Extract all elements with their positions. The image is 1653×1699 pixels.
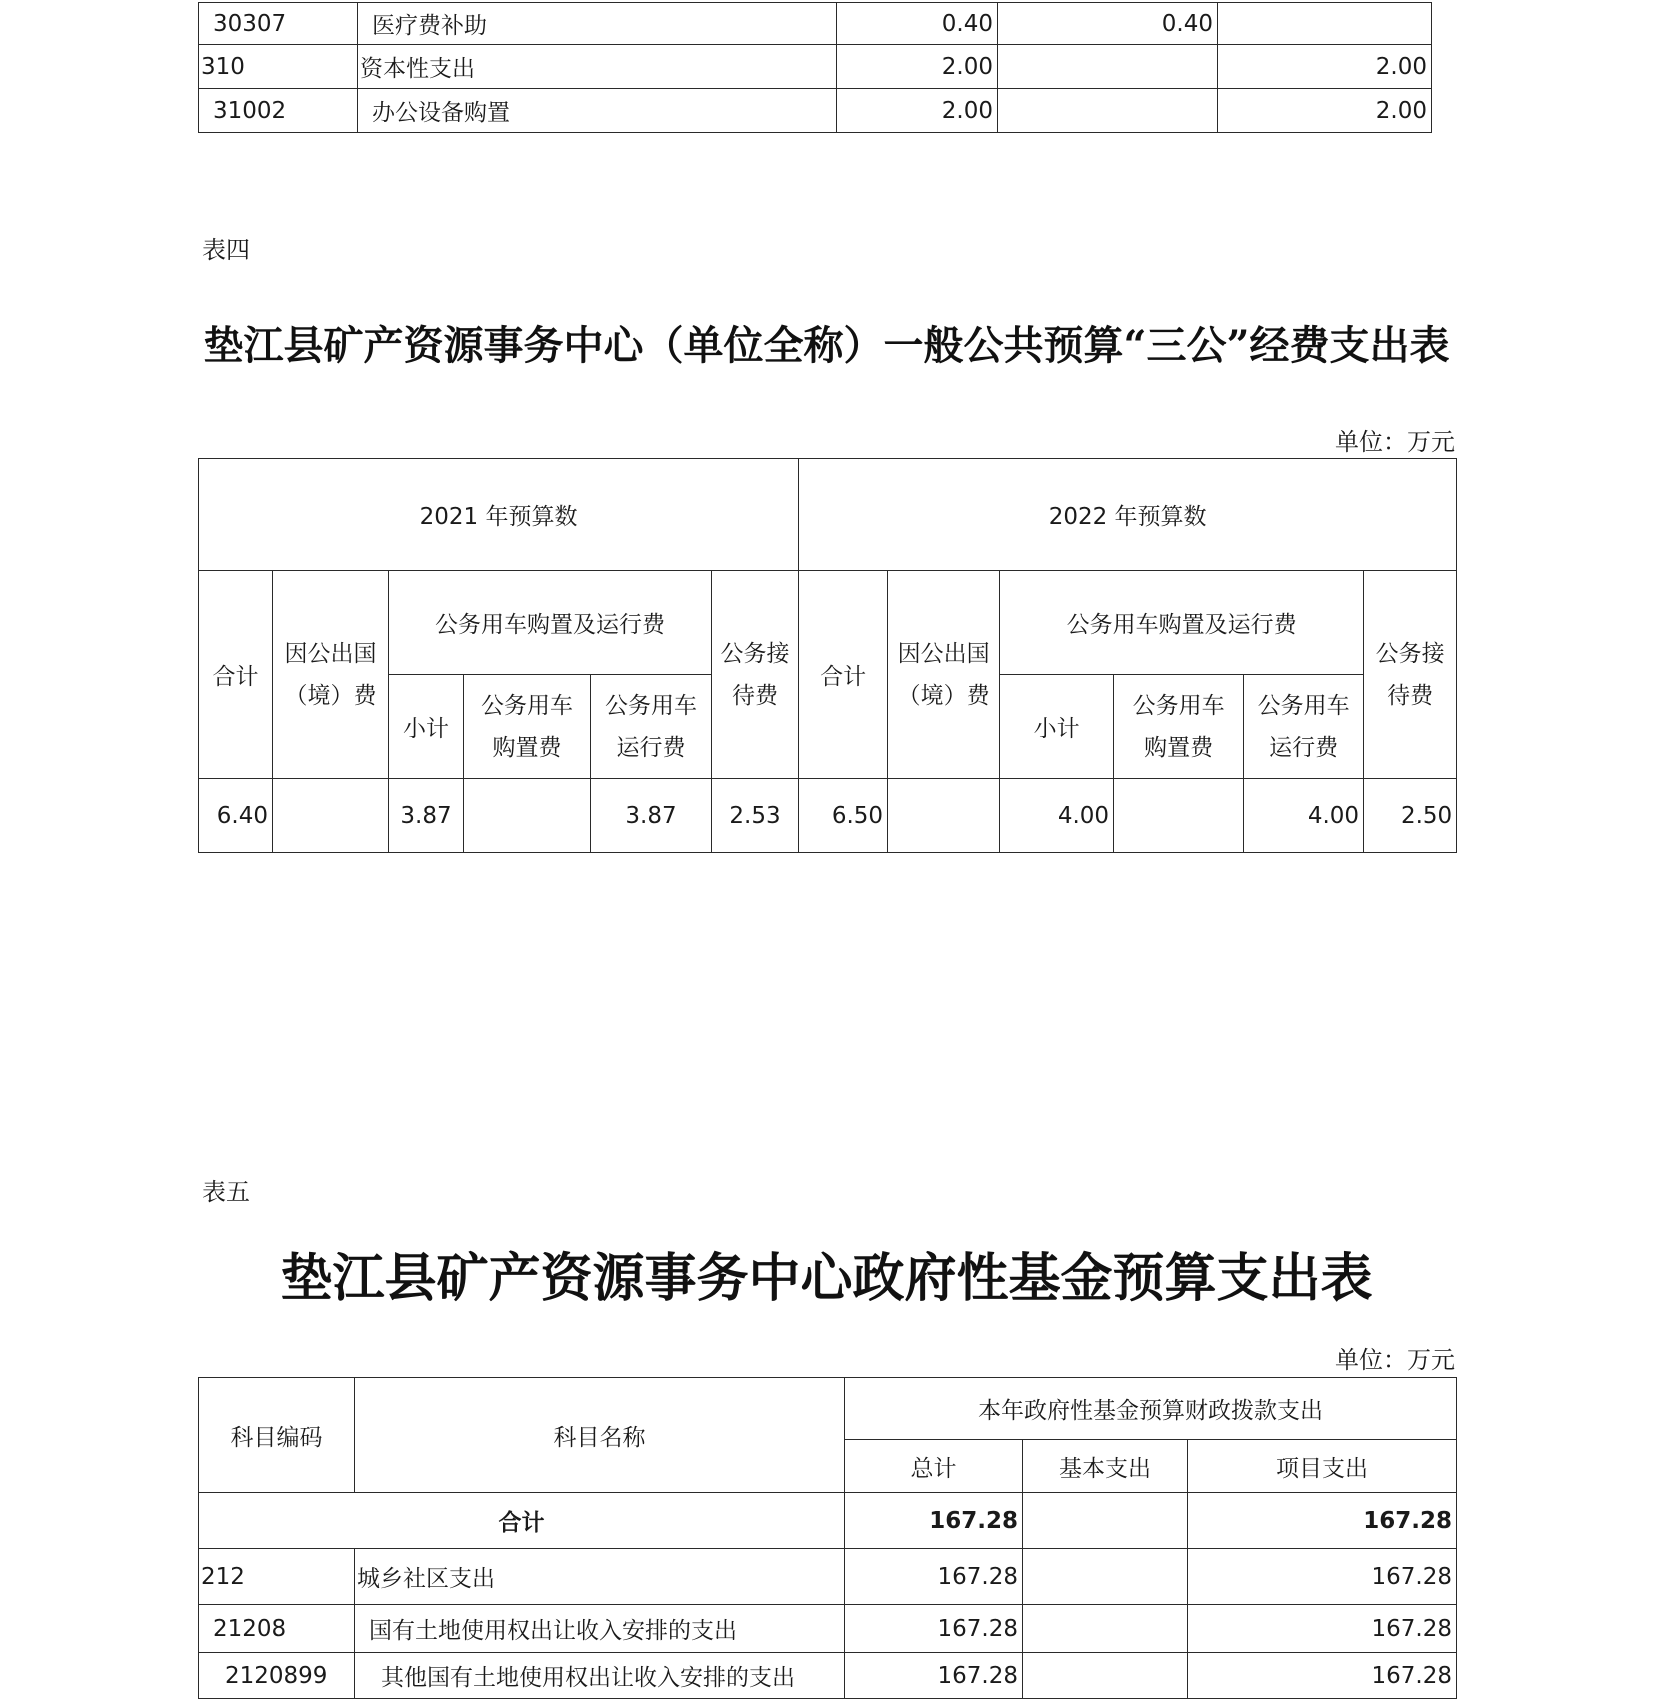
basic-value [1023, 1653, 1188, 1699]
reception-header-line2: 待费 [1387, 682, 1434, 709]
table-row [199, 1605, 1457, 1653]
basic-value [1023, 1605, 1188, 1653]
reception-header [712, 571, 799, 779]
name-header: 科目名称 [355, 1378, 845, 1493]
project-value: 2.00 [1218, 45, 1432, 89]
abroad-header-line1: 因公出国 [897, 640, 990, 667]
top-budget-table [198, 2, 1432, 133]
car-buy-header-line1: 公务用车 [481, 692, 573, 719]
sum-project: 167.28 [1188, 1493, 1457, 1549]
subject-name: 其他国有土地使用权出让收入安排的支出 [355, 1653, 845, 1699]
reception-header [1364, 571, 1457, 779]
table-row [199, 1378, 1457, 1440]
table-row [199, 1493, 1457, 1549]
three-public-expenses-table [198, 458, 1457, 853]
table4-unit: 单位：万元 [1335, 428, 1455, 456]
year-2022-header: 2022 年预算数 [799, 459, 1457, 571]
subject-code: 30307 [199, 3, 358, 45]
reception-header-line2: 待费 [732, 682, 779, 709]
car-run-header-line2: 运行费 [1269, 734, 1339, 761]
value-2021-subtotal: 3.87 [389, 779, 464, 853]
project-value: 167.28 [1188, 1605, 1457, 1653]
value-2021-car-run: 3.87 [591, 779, 712, 853]
table-row [199, 3, 1432, 45]
car-buy-header [464, 675, 591, 779]
table-row [199, 779, 1457, 853]
project-value: 167.28 [1188, 1653, 1457, 1699]
year-2021-header: 2021 年预算数 [199, 459, 799, 571]
table5-label: 表五 [202, 1178, 250, 1206]
subject-code: 31002 [199, 89, 358, 133]
fund-group-header: 本年政府性基金预算财政拨款支出 [845, 1378, 1457, 1440]
value-2022-abroad [888, 779, 1000, 853]
car-buy-header-line1: 公务用车 [1132, 692, 1225, 719]
car-buy-header [1114, 675, 1244, 779]
sum-total: 167.28 [845, 1493, 1023, 1549]
car-run-header-line2: 运行费 [616, 734, 686, 761]
value-2022-subtotal: 4.00 [1000, 779, 1114, 853]
table-row [199, 45, 1432, 89]
subtotal-header: 小计 [389, 675, 464, 779]
total-value: 167.28 [845, 1605, 1023, 1653]
total-value: 167.28 [845, 1549, 1023, 1605]
car-run-header [591, 675, 712, 779]
value-2021-reception: 2.53 [712, 779, 799, 853]
car-buy-header-line2: 购置费 [492, 734, 562, 761]
table5-title: 垫江县矿产资源事务中心政府性基金预算支出表 [280, 1248, 1373, 1309]
value-2021-total: 6.40 [199, 779, 273, 853]
table4-label: 表四 [202, 236, 250, 264]
table-row [199, 1653, 1457, 1699]
value-2022-car-buy [1114, 779, 1244, 853]
car-buy-header-line2: 购置费 [1144, 734, 1214, 761]
car-run-header-line1: 公务用车 [605, 692, 697, 719]
subject-code: 21208 [199, 1605, 355, 1653]
government-fund-table [198, 1377, 1457, 1699]
abroad-header-line2: （境）费 [897, 682, 990, 709]
subtotal-header: 小计 [1000, 675, 1114, 779]
basic-header: 基本支出 [1023, 1440, 1188, 1493]
table-row [199, 459, 1457, 571]
basic-value: 0.40 [998, 3, 1218, 45]
total-header: 合计 [799, 571, 888, 779]
subject-name: 办公设备购置 [358, 89, 837, 133]
abroad-header [888, 571, 1000, 779]
total-value: 167.28 [845, 1653, 1023, 1699]
car-run-header-line1: 公务用车 [1257, 692, 1350, 719]
abroad-header-line1: 因公出国 [284, 640, 377, 667]
subject-name: 资本性支出 [358, 45, 837, 89]
reception-header-line1: 公务接 [1375, 640, 1445, 667]
subject-name: 城乡社区支出 [355, 1549, 845, 1605]
abroad-header-line2: （境）费 [284, 682, 377, 709]
sum-basic [1023, 1493, 1188, 1549]
subject-code: 212 [199, 1549, 355, 1605]
total-value: 2.00 [837, 89, 998, 133]
project-value: 167.28 [1188, 1549, 1457, 1605]
abroad-header [273, 571, 389, 779]
value-2021-abroad [273, 779, 389, 853]
sum-label: 合计 [199, 1493, 845, 1549]
table-row [199, 1549, 1457, 1605]
table4-title: 垫江县矿产资源事务中心（单位全称）一般公共预算“三公”经费支出表 [203, 322, 1450, 369]
reception-header-line1: 公务接 [720, 640, 790, 667]
total-value: 0.40 [837, 3, 998, 45]
subject-name: 医疗费补助 [358, 3, 837, 45]
project-value: 2.00 [1218, 89, 1432, 133]
car-header: 公务用车购置及运行费 [389, 571, 712, 675]
table5-unit: 单位：万元 [1335, 1346, 1455, 1374]
subject-code: 2120899 [199, 1653, 355, 1699]
total-value: 2.00 [837, 45, 998, 89]
subject-code: 310 [199, 45, 358, 89]
value-2022-total: 6.50 [799, 779, 888, 853]
project-header: 项目支出 [1188, 1440, 1457, 1493]
code-header: 科目编码 [199, 1378, 355, 1493]
basic-value [998, 89, 1218, 133]
basic-value [1023, 1549, 1188, 1605]
subject-name: 国有土地使用权出让收入安排的支出 [355, 1605, 845, 1653]
table-row [199, 89, 1432, 133]
project-value [1218, 3, 1432, 45]
table-row [199, 571, 1457, 675]
basic-value [998, 45, 1218, 89]
value-2022-car-run: 4.00 [1244, 779, 1364, 853]
car-run-header [1244, 675, 1364, 779]
total-header: 合计 [199, 571, 273, 779]
value-2021-car-buy [464, 779, 591, 853]
car-header: 公务用车购置及运行费 [1000, 571, 1364, 675]
total-header: 总计 [845, 1440, 1023, 1493]
value-2022-reception: 2.50 [1364, 779, 1457, 853]
